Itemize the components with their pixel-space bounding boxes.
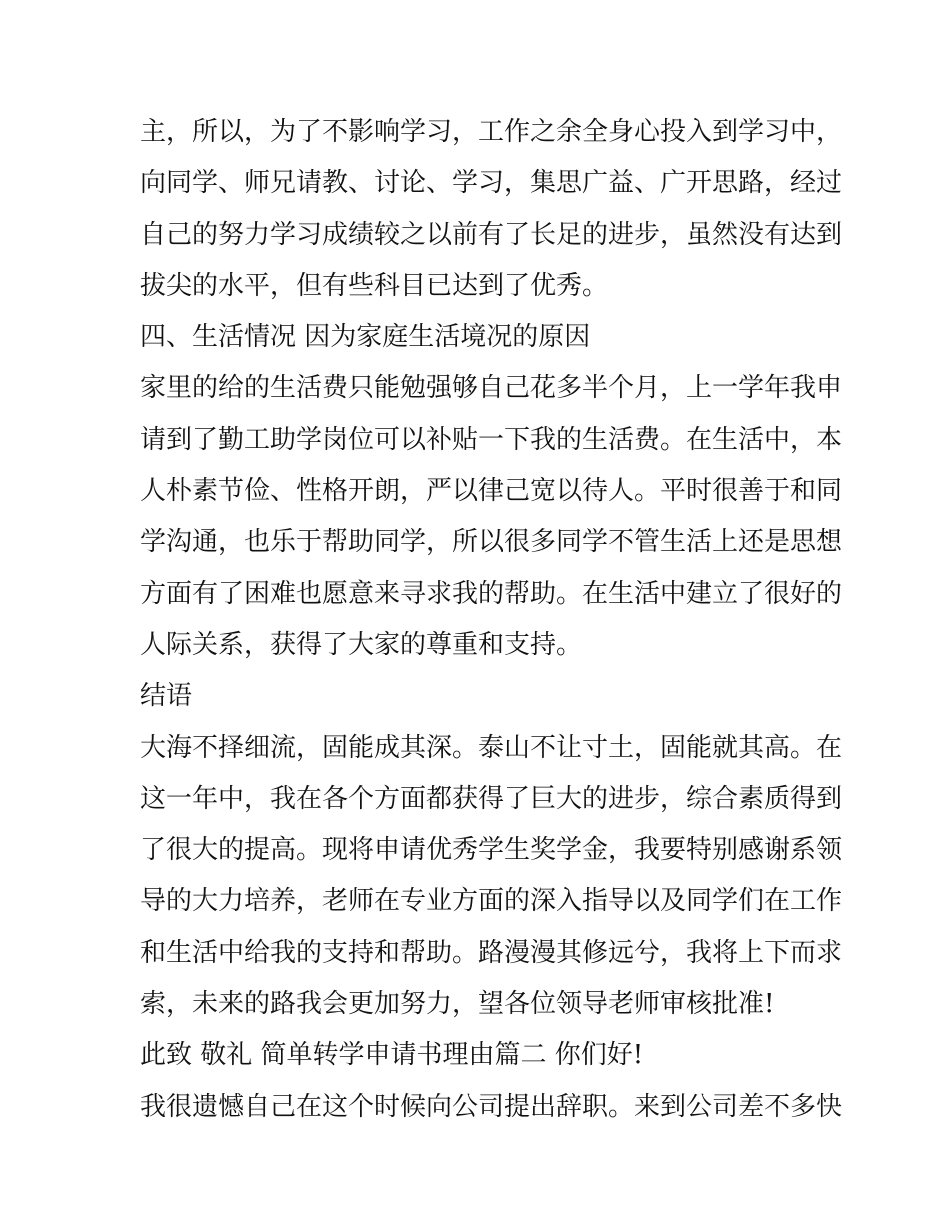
text-line-16: 导的大力培养，老师在专业方面的深入指导以及同学们在工作 xyxy=(140,886,843,917)
text-line-2: 向同学、师兄请教、讨论、学习，集思广益、广开思路，经过 xyxy=(140,168,843,199)
text-line-6: 家里的给的生活费只能勉强够自己花多半个月，上一学年我申 xyxy=(140,373,843,404)
text-line-9: 学沟通，也乐于帮助同学，所以很多同学不管生活上还是思想 xyxy=(140,527,843,558)
text-line-19: 此致 敬礼 简单转学申请书理由篇二 你们好! xyxy=(140,1040,644,1071)
section-heading-life: 四、生活情况 因为家庭生活境况的原因 xyxy=(140,322,591,353)
text-line-20: 我很遗憾自己在这个时候向公司提出辞职。来到公司差不多快 xyxy=(140,1091,843,1122)
text-line-7: 请到了勤工助学岗位可以补贴一下我的生活费。在生活中，本 xyxy=(140,424,843,455)
document-body xyxy=(140,107,843,1133)
text-line-1: 主，所以，为了不影响学习，工作之余全身心投入到学习中， xyxy=(140,117,843,147)
text-line-11: 人际关系，获得了大家的尊重和支持。 xyxy=(140,629,583,660)
text-line-10: 方面有了困难也愿意来寻求我的帮助。在生活中建立了很好的 xyxy=(140,578,843,609)
text-line-18: 索，未来的路我会更加努力，望各位领导老师审核批准! xyxy=(140,989,775,1020)
text-line-17: 和生活中给我的支持和帮助。路漫漫其修远兮，我将上下而求 xyxy=(140,937,843,968)
text-line-13: 大海不择细流，固能成其深。泰山不让寸土，固能就其高。在 xyxy=(140,732,843,763)
text-line-14: 这一年中，我在各个方面都获得了巨大的进步，综合素质得到 xyxy=(140,783,843,814)
section-heading-conclusion: 结语 xyxy=(140,681,193,712)
text-line-8: 人朴素节俭、性格开朗，严以律己宽以待人。平时很善于和同 xyxy=(140,476,843,507)
text-line-15: 了很大的提高。现将申请优秀学生奖学金，我要特别感谢系领 xyxy=(140,835,843,866)
text-line-3: 自己的努力学习成绩较之以前有了长足的进步，虽然没有达到 xyxy=(140,219,843,250)
text-line-4: 拔尖的水平，但有些科目已达到了优秀。 xyxy=(140,270,609,301)
